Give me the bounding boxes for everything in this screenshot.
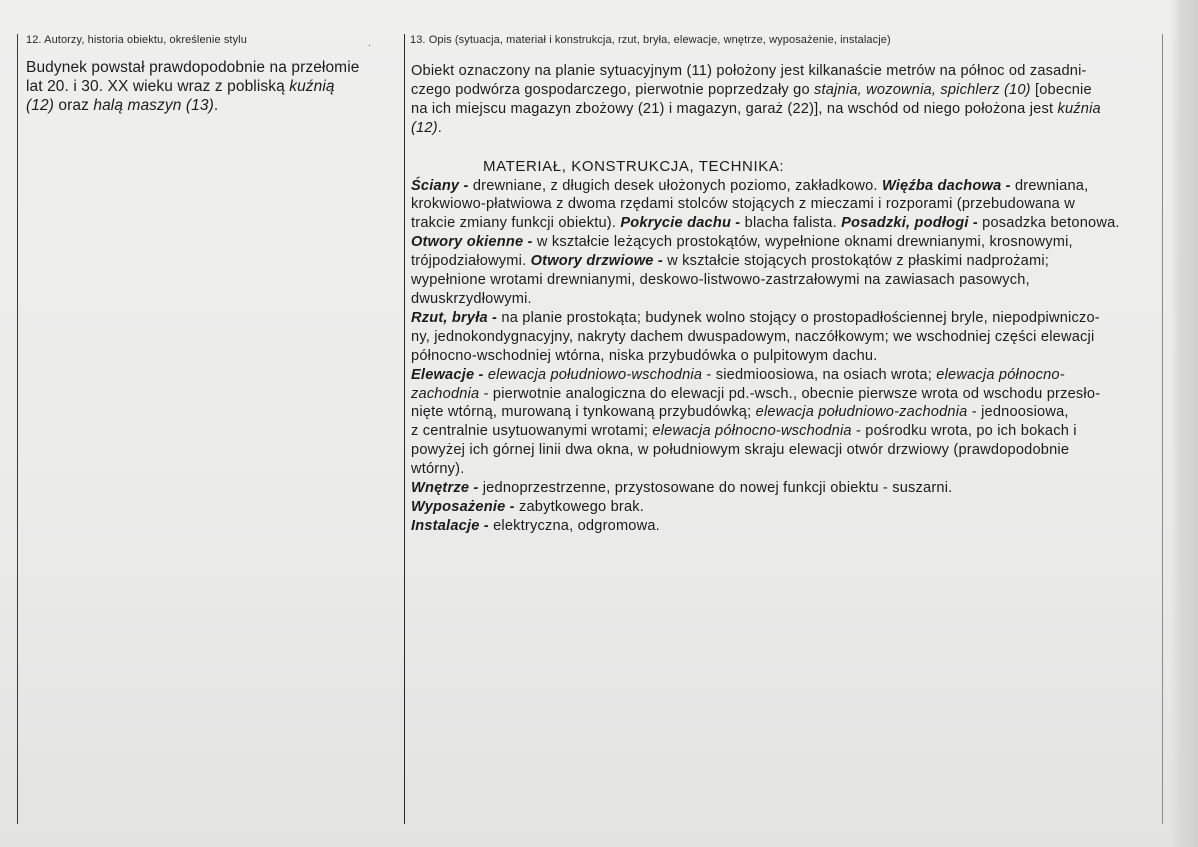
- material-line-17: Wnętrze - jednoprzestrzenne, przystosowane do nowej funkcji obiektu - suszarni.: [411, 480, 953, 497]
- material-line-12: zachodnia - pierwotnie analogiczna do elewacji pd.-wsch., obecnie pierwsze wrota od wschodu przesło-: [411, 385, 1101, 402]
- material-line-7: dwuskrzydłowymi.: [411, 290, 532, 307]
- intro-line-3: na ich miejscu magazyn zbożowy (21) i magazyn, garaż (22)], na wschód od niego położona jest kuźnia: [411, 100, 1101, 117]
- material-line-16: wtórny).: [411, 461, 465, 478]
- material-line-2: krokwiowo-płatwiowa z dwoma rzędami stolców stojących z mieczami i rozporami (przebudowana w: [411, 196, 1075, 213]
- right-border-line: [1162, 34, 1163, 824]
- material-line-3: trakcie zmiany funkcji obiektu). Pokrycie dachu - blacha falista. Posadzki, podłogi - posadzka betonowa.: [411, 215, 1120, 232]
- intro-line-2: czego podwórza gospodarczego, pierwotnie poprzedzały go stajnia, wozownia, spichlerz (10) [obecnie: [411, 81, 1092, 98]
- material-line-5: trójpodziałowymi. Otwory drzwiowe - w kształcie stojących prostokątów z płaskimi nadprożami;: [411, 253, 1050, 270]
- material-line-6: wypełnione wrotami drewnianymi, deskowo-listwowo-zastrzałowymi na zawiasach pasowych,: [411, 272, 1030, 289]
- left-line-1: Budynek powstał prawdopodobnie na przełomie: [26, 59, 360, 76]
- material-line-4: Otwory okienne - w kształcie leżących prostokątów, wypełnione oknami drewnianymi, krosnowymi,: [411, 234, 1073, 251]
- description-text: [411, 62, 1156, 536]
- authors-history-text: [26, 58, 394, 115]
- material-line-19: Instalacje - elektryczna, odgromowa.: [411, 517, 660, 534]
- material-line-15: powyżej ich górnej linii dwa okna, w południowym skraju elewacji otwór drzwiowy (prawdopodobnie: [411, 442, 1070, 459]
- material-line-8: Rzut, bryła - na planie prostokąta; budynek wolno stojący o prostopadłościennej bryle, niepodpiwniczo-: [411, 309, 1100, 326]
- left-line-3: (12) oraz halą maszyn (13).: [26, 97, 219, 114]
- page-edge-shadow: [1170, 0, 1198, 847]
- left-line-2: lat 20. i 30. XX wieku wraz z pobliską kuźnią: [26, 78, 335, 95]
- intro-line-1: Obiekt oznaczony na planie sytuacyjnym (11) położony jest kilkanaście metrów na północ od zasadni-: [411, 63, 1087, 79]
- material-line-9: ny, jednokondygnacyjny, nakryty dachem dwuspadowym, naczółkowym; we wschodniej części elewacji: [411, 328, 1095, 345]
- left-border-line: [17, 34, 18, 824]
- header-mark: .: [368, 38, 371, 49]
- material-line-13: nięte wtórną, murowaną i tynkowaną przybudówką; elewacja południowo-zachodnia - jednoosiowa,: [411, 404, 1069, 421]
- material-line-14: z centralnie usytuowanymi wrotami; elewacja północno-wschodnia - pośrodku wrota, po ich bokach i: [411, 423, 1077, 440]
- section-12-header: 12. Autorzy, historia obiektu, określenie stylu: [26, 34, 247, 46]
- material-line-1: Ściany - drewniane, z długich desek ułożonych poziomo, zakładkowo. Więźba dachowa - drewniana,: [411, 177, 1089, 194]
- material-line-10: północno-wschodniej wtórna, niska przybudówka o pulpitowym dachu.: [411, 347, 878, 364]
- material-line-11: Elewacje - elewacja południowo-wschodnia - siedmioosiowa, na osiach wrota; elewacja północno-: [411, 366, 1065, 383]
- material-line-18: Wyposażenie - zabytkowego brak.: [411, 498, 645, 515]
- section-13-header: 13. Opis (sytuacja, materiał i konstrukcja, rzut, bryła, elewacje, wnętrze, wyposażenie, instalacje): [410, 34, 891, 46]
- material-section-heading: MATERIAŁ, KONSTRUKCJA, TECHNIKA:: [483, 157, 785, 175]
- intro-line-4: (12).: [411, 119, 443, 136]
- column-divider: [404, 34, 405, 824]
